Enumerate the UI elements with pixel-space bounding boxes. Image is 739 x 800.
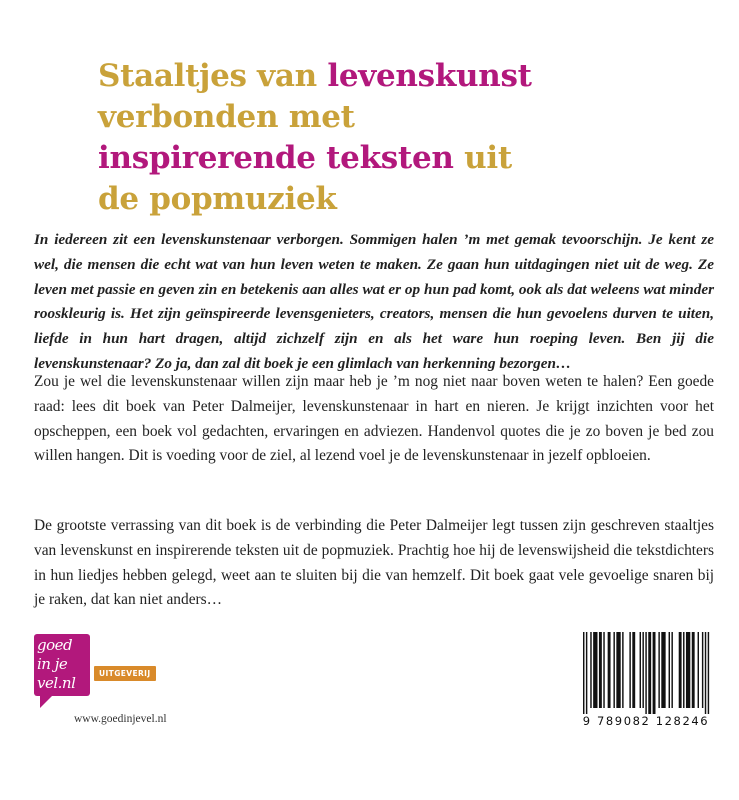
headline-line-1: [98, 56, 658, 97]
logo-line-1: goed: [37, 636, 73, 654]
barcode-bar: [583, 632, 584, 714]
headline: [98, 56, 658, 220]
logo-line-3: vel.nl: [37, 674, 76, 692]
barcode: [581, 632, 711, 714]
headline-text: de popmuziek: [98, 181, 337, 217]
barcode-bar: [698, 632, 699, 708]
headline-text: verbonden met: [98, 99, 355, 135]
logo-line-2: in je: [37, 655, 68, 673]
barcode-bar: [603, 632, 604, 708]
barcode-bar: [642, 632, 643, 708]
publisher-badge: UITGEVERIJ: [94, 666, 156, 681]
barcode-bar: [686, 632, 690, 708]
barcode-bar: [702, 632, 703, 708]
barcode-bar: [640, 632, 641, 708]
barcode-bar: [705, 632, 706, 714]
website-url: www.goedinjevel.nl: [74, 713, 167, 725]
barcode-icon: [581, 632, 711, 714]
headline-highlight: levenskunst: [327, 58, 532, 94]
barcode-bar: [622, 632, 623, 708]
barcode-bar: [616, 632, 620, 708]
barcode-bar: [648, 632, 651, 714]
barcode-bar: [613, 632, 614, 708]
barcode-bar: [586, 632, 587, 714]
body-paragraph-2: Zou je wel die levenskunstenaar willen zijn maar heb je ’m nog niet naar boven weten te halen? Een goede raad: lees dit boek van Peter Dalmeijer, levenskunstenaar in hart en nieren. Je krijgt inzichten voor het opscheppen, een boek vol gedachten, ervaringen en adviezen. Handenvol quotes die je zo boven je bed zou willen hangen. Dit is voeding voor de ziel, al lezend voel je de levenskunstenaar in jezelf opbloeien.: [34, 373, 714, 465]
intro-paragraph: In iedereen zit een levenskunstenaar verborgen. Sommigen halen ’m met gemak tevoorschijn. Je kent ze wel, die mensen die echt wat van hun leven weten te maken. Ze gaan hun uitdagingen niet uit de weg. Ze leven met passie en geven zin en betekenis aan alles wat er op hun pad komt, ook als dat weleens wat minder rooskleurig is. Het zijn geïnspireerde levensgenieters, creators, mensen die hun gevoelens durven te uiten, liefde in hun hart dragen, altijd zichzelf zijn en als het ware hun roeping leven. Ben jij die levenskunstenaar? Zo ja, dan zal dit boek je een glimlach van herkenning bezorgen…: [34, 231, 714, 372]
headline-highlight: inspirerende teksten: [98, 140, 454, 176]
barcode-bar: [658, 632, 659, 708]
barcode-bar: [590, 632, 591, 708]
body-paragraph-3: De grootste verrassing van dit boek is de verbinding die Peter Dalmeijer legt tussen zijn geschreven staaltjes van levenskunst en inspirerende teksten uit de popmuziek. Prachtig hoe hij de levenswijsheid die tekstdichters in hun liedjes hebben gelegd, weet aan te sluiten bij die van hemzelf. Dit boek gaat vele gevoelige snaren bij je raken, dat kan niet anders…: [34, 517, 714, 609]
isbn-number: 9 789082 128246: [582, 714, 710, 728]
logo-wordmark: [37, 636, 91, 693]
barcode-bar: [679, 632, 682, 708]
barcode-bar: [645, 632, 646, 714]
barcode-bar: [632, 632, 635, 708]
barcode-bar: [671, 632, 672, 708]
barcode-bar: [653, 632, 656, 714]
barcode-bar: [708, 632, 709, 714]
barcode-bar: [683, 632, 684, 708]
headline-text: Staaltjes van: [98, 58, 328, 94]
logo-speech-tail: [40, 694, 54, 708]
barcode-bar: [599, 632, 602, 708]
barcode-bar: [593, 632, 597, 708]
barcode-bar: [692, 632, 695, 708]
headline-line-2: [98, 97, 658, 138]
publisher-logo: [34, 634, 174, 714]
headline-line-4: [98, 179, 658, 220]
headline-text: uit: [453, 140, 512, 176]
headline-line-3: [98, 138, 658, 179]
barcode-bar: [608, 632, 611, 708]
barcode-bar: [629, 632, 630, 708]
barcode-bar: [669, 632, 670, 708]
barcode-bar: [661, 632, 665, 708]
